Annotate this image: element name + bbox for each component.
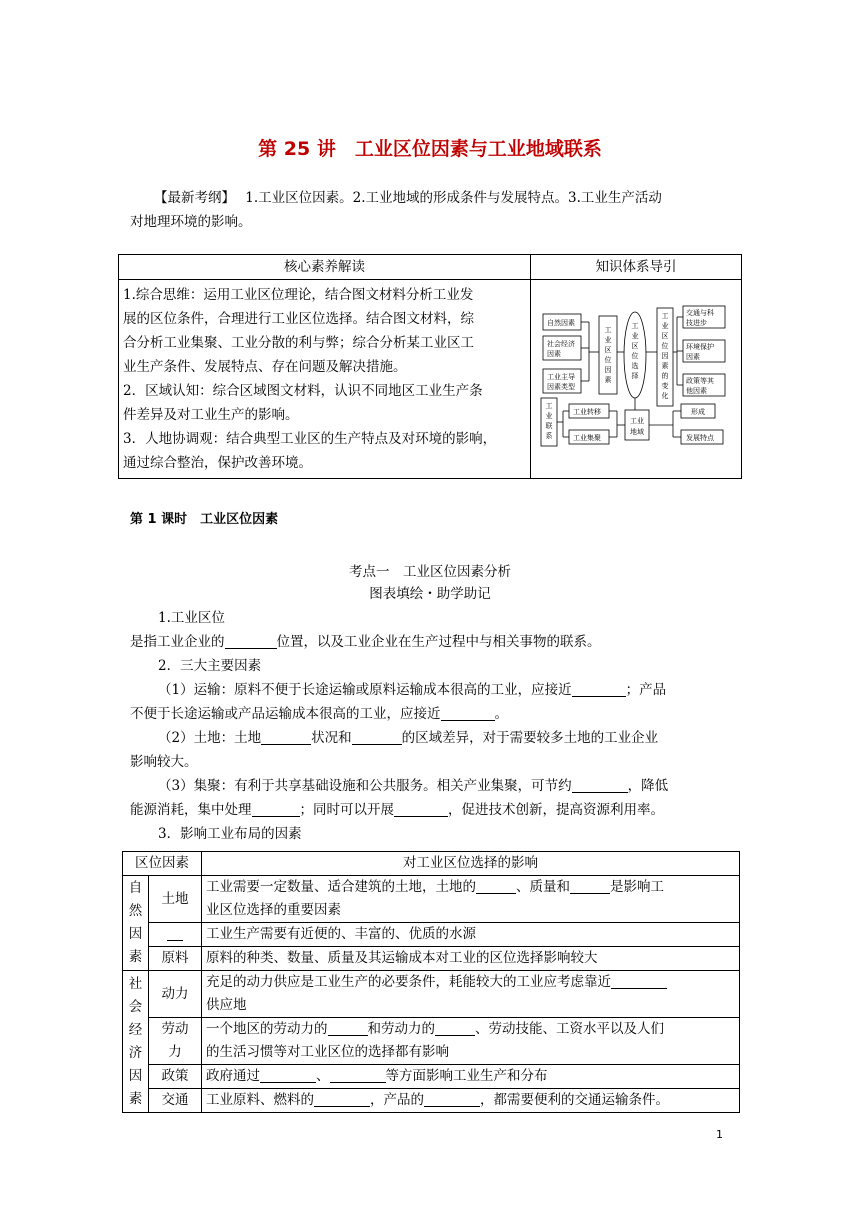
char: 济 bbox=[128, 1044, 143, 1061]
node-social-2: 因素 bbox=[547, 350, 561, 358]
char: 因 bbox=[128, 926, 143, 942]
text: 等方面影响工业生产和分布 bbox=[385, 1068, 548, 1084]
factor-water bbox=[148, 923, 201, 947]
fill-blank[interactable] bbox=[476, 877, 516, 894]
col-header-impact: 对工业区位选择的影响 bbox=[202, 852, 740, 876]
text: 的生活习惯等对工业区位的选择都有影响 bbox=[206, 1044, 449, 1060]
factor-traffic: 交通 bbox=[148, 1089, 201, 1113]
text: 工业原料、燃料的 bbox=[206, 1092, 314, 1108]
latest-outline bbox=[154, 186, 662, 210]
knowledge-diagram bbox=[531, 280, 741, 470]
policy-impact bbox=[202, 1065, 740, 1089]
factor-table bbox=[122, 851, 740, 1113]
node-transfer: 工业转移 bbox=[573, 408, 601, 416]
node-develop: 发展特点 bbox=[686, 434, 714, 442]
s2-line bbox=[130, 798, 664, 822]
text: 、 bbox=[316, 1068, 330, 1084]
fill-blank[interactable] bbox=[252, 800, 300, 817]
node-cluster: 工业集聚 bbox=[573, 434, 601, 442]
text: 政府通过 bbox=[206, 1068, 260, 1084]
text: 。 bbox=[494, 706, 508, 722]
node-leading-2: 因素类型 bbox=[547, 383, 575, 391]
s1-heading: 1.工业区位 bbox=[158, 610, 225, 626]
fill-blank[interactable] bbox=[167, 924, 183, 941]
fill-blank[interactable] bbox=[572, 776, 628, 793]
core-line: 通过综合整治，保护改善环境。 bbox=[123, 455, 312, 471]
node-policy-2: 他因素 bbox=[686, 387, 707, 395]
col-header-factor: 区位因素 bbox=[123, 852, 202, 876]
core-line: 件差异及对工业生产的影响。 bbox=[123, 407, 299, 423]
char: 会 bbox=[128, 998, 143, 1015]
text: ；同时可以开展 bbox=[299, 802, 394, 818]
raw-impact: 原料的种类、数量、质量及其运输成本对工业的区位选择影响较大 bbox=[202, 947, 740, 971]
text: 不便于长途运输或产品运输成本很高的工业，应接近 bbox=[130, 706, 441, 722]
fill-blank[interactable] bbox=[314, 1090, 370, 1107]
text: 是指工业企业的 bbox=[130, 634, 225, 650]
page-title: 第 25 讲 工业区位因素与工业地域联系 bbox=[258, 138, 602, 160]
header-knowledge: 知识体系导引 bbox=[531, 255, 742, 280]
fill-blank[interactable] bbox=[328, 1019, 368, 1036]
node-env: 环境保护 bbox=[686, 343, 714, 351]
node-leading: 工业主导 bbox=[547, 373, 575, 381]
factor-land: 土地 bbox=[148, 876, 201, 923]
char: 素 bbox=[128, 949, 143, 965]
labor-impact bbox=[202, 1018, 740, 1065]
text: 供应地 bbox=[206, 997, 247, 1013]
char: 然 bbox=[128, 903, 143, 919]
fill-blank[interactable] bbox=[261, 728, 311, 745]
text: 劳动 bbox=[161, 1021, 189, 1037]
text: 力 bbox=[168, 1044, 182, 1060]
outline-line2: 对地理环境的影响。 bbox=[130, 214, 252, 230]
text: （2）土地：土地 bbox=[158, 730, 262, 746]
s2-line bbox=[158, 678, 666, 702]
s2-heading: 2．三大主要因素 bbox=[158, 658, 262, 674]
category-natural bbox=[123, 876, 149, 971]
node-region-2: 地域 bbox=[630, 428, 644, 436]
text: （1）运输：原料不便于长途运输或原料运输成本很高的工业，应接近 bbox=[158, 682, 572, 698]
node-location-factors: 工业区位因素 bbox=[604, 326, 612, 384]
s1-text bbox=[130, 630, 601, 654]
fill-blank[interactable] bbox=[570, 877, 610, 894]
fill-blank[interactable] bbox=[225, 632, 277, 649]
text: 是影响工 bbox=[610, 879, 664, 895]
text: ，降低 bbox=[627, 778, 669, 794]
text: 、质量和 bbox=[516, 879, 570, 895]
core-line: 1.综合思维：运用工业区位理论，结合图文材料分析工业发 bbox=[123, 287, 474, 303]
node-policy: 政策等其 bbox=[686, 377, 714, 385]
category-social bbox=[123, 971, 149, 1113]
s2-line bbox=[158, 774, 668, 798]
text: 的区域差异，对于需要较多土地的工业企业 bbox=[401, 730, 659, 746]
factor-raw: 原料 bbox=[148, 947, 201, 971]
factor-labor bbox=[148, 1018, 201, 1065]
fill-blank[interactable] bbox=[394, 800, 448, 817]
s2-line bbox=[130, 702, 508, 726]
text: ；产品 bbox=[625, 682, 667, 698]
node-env-2: 因素 bbox=[686, 353, 700, 361]
node-traffic: 交通与科 bbox=[686, 309, 714, 317]
text: ，都需要便利的交通运输条件。 bbox=[480, 1092, 669, 1108]
text: 充足的动力供应是工业生产的必要条件，耗能较大的工业应考虑靠近 bbox=[206, 974, 611, 990]
core-line: 合分析工业集聚、工业分散的利与弊；综合分析某工业区工 bbox=[123, 335, 474, 351]
s2-line bbox=[158, 726, 658, 750]
node-social: 社会经济 bbox=[547, 340, 575, 348]
char: 因 bbox=[128, 1067, 143, 1084]
factor-policy: 政策 bbox=[148, 1065, 201, 1089]
core-literacy-table bbox=[118, 254, 742, 479]
outline-label: 【最新考纲】 bbox=[154, 190, 235, 206]
text: ，促进技术创新，提高资源利用率。 bbox=[448, 802, 664, 818]
core-line: 展的区位条件，合理进行工业区位选择。结合图文材料，综 bbox=[123, 311, 474, 327]
text: 能源消耗，集中处理 bbox=[130, 802, 252, 818]
node-natural: 自然因素 bbox=[547, 319, 575, 327]
node-form: 形成 bbox=[691, 408, 705, 416]
node-industrial-link: 工业联系 bbox=[545, 402, 553, 440]
exam-point-title: 考点一 工业区位因素分析 bbox=[349, 564, 511, 580]
text: （3）集聚：有利于共享基础设施和公共服务。相关产业集聚，可节约 bbox=[158, 778, 572, 794]
fill-blank[interactable] bbox=[435, 1019, 475, 1036]
land-impact bbox=[202, 876, 740, 923]
lesson-title: 第 1 课时 工业区位因素 bbox=[130, 512, 279, 527]
core-line: 3．人地协调观：结合典型工业区的生产特点及对环境的影响， bbox=[123, 431, 497, 447]
fill-blank[interactable] bbox=[352, 728, 402, 745]
text: 、劳动技能、工资水平以及人们 bbox=[475, 1021, 664, 1037]
water-impact: 工业生产需要有近便的、丰富的、优质的水源 bbox=[202, 923, 740, 947]
text: 状况和 bbox=[311, 730, 352, 746]
char: 经 bbox=[128, 1021, 143, 1038]
knowledge-diagram-cell bbox=[531, 280, 742, 479]
core-literacy-text bbox=[119, 280, 531, 479]
traffic-impact bbox=[202, 1089, 740, 1113]
s2-line: 影响较大。 bbox=[130, 754, 198, 770]
text: 业区位选择的重要因素 bbox=[206, 902, 341, 918]
char: 社 bbox=[128, 975, 143, 992]
node-traffic-2: 技进步 bbox=[686, 319, 707, 327]
char: 素 bbox=[128, 1090, 143, 1107]
outline-line1: 1.工业区位因素。2.工业地域的形成条件与发展特点。3.工业生产活动 bbox=[245, 190, 662, 206]
section-subtitle: 图表填绘・助学助记 bbox=[369, 586, 491, 602]
factor-power: 动力 bbox=[148, 971, 201, 1018]
char: 自 bbox=[128, 880, 143, 896]
fill-blank[interactable] bbox=[441, 704, 495, 721]
fill-blank[interactable] bbox=[260, 1066, 316, 1083]
core-line: 2．区域认知：综合区域图文材料，认识不同地区工业生产条 bbox=[123, 383, 483, 399]
text: 和劳动力的 bbox=[367, 1021, 435, 1037]
node-region: 工业 bbox=[630, 417, 644, 425]
power-impact bbox=[202, 971, 740, 1018]
text: 一个地区的劳动力的 bbox=[206, 1021, 328, 1037]
fill-blank[interactable] bbox=[330, 1066, 386, 1083]
fill-blank[interactable] bbox=[611, 972, 667, 989]
node-factor-change: 工业区位因素的变化 bbox=[661, 312, 669, 400]
node-location-choice: 工业区位选择 bbox=[631, 322, 639, 380]
core-line: 业生产条件、发展特点、存在问题及解决措施。 bbox=[123, 359, 407, 375]
text: ，产品的 bbox=[370, 1092, 424, 1108]
page-number: 1 bbox=[716, 1128, 723, 1141]
header-core: 核心素养解读 bbox=[119, 255, 531, 280]
fill-blank[interactable] bbox=[424, 1090, 480, 1107]
s3-heading: 3．影响工业布局的因素 bbox=[158, 826, 302, 842]
fill-blank[interactable] bbox=[572, 680, 626, 697]
text: 位置，以及工业企业在生产过程中与相关事物的联系。 bbox=[276, 634, 601, 650]
text: 工业需要一定数量、适合建筑的土地，土地的 bbox=[206, 879, 476, 895]
